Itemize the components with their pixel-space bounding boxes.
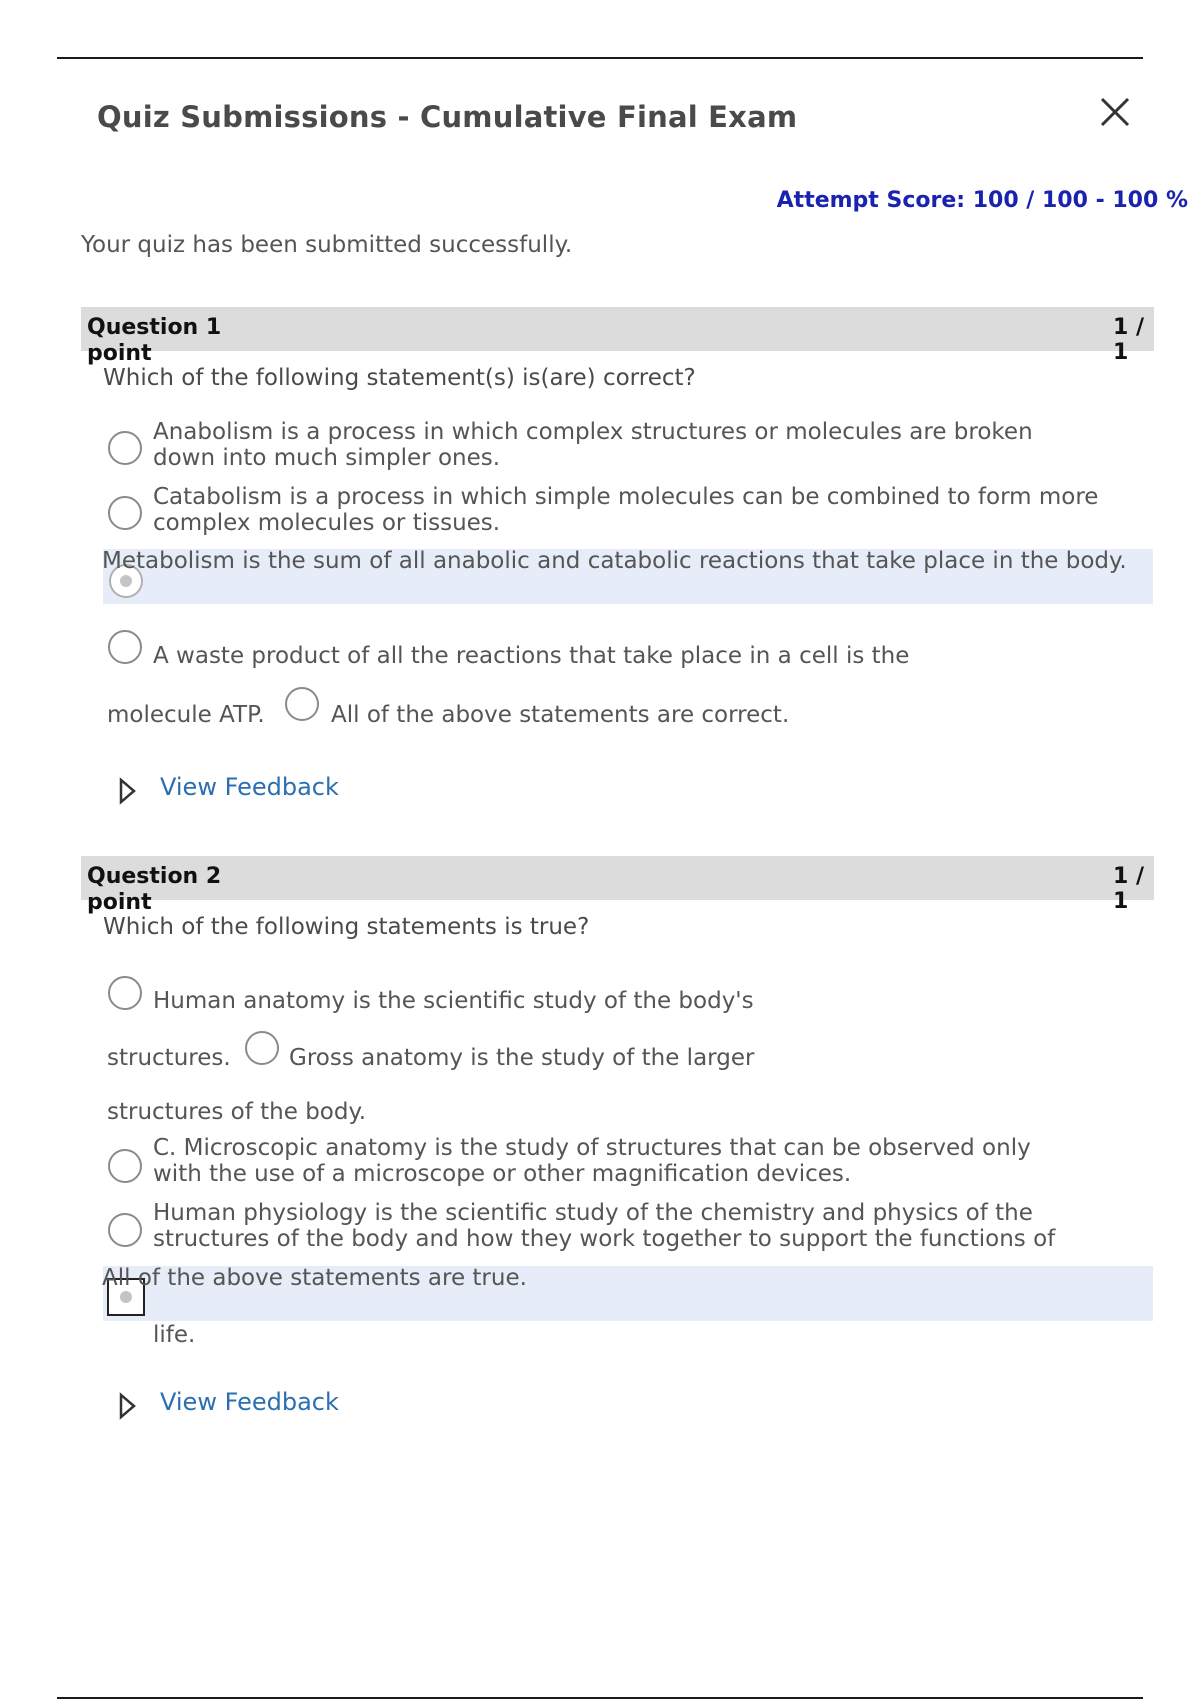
answer-radio[interactable] <box>245 1031 279 1065</box>
question-label: Question 1 <box>87 315 222 340</box>
answer-option: Metabolism is the sum of all anabolic and catabolic reactions that take place in the body. <box>102 548 1127 574</box>
answer-option-continued: structures. <box>107 1045 231 1071</box>
expand-triangle-icon <box>118 777 138 805</box>
bottom-divider <box>57 1697 1143 1699</box>
answer-radio[interactable] <box>108 976 142 1010</box>
submission-status: Your quiz has been submitted successfully. <box>81 232 573 258</box>
answer-option: C. Microscopic anatomy is the study of structures that can be observed only with the use of a microscope or other magnification devices. <box>153 1135 1031 1187</box>
answer-option: All of the above statements are correct. <box>331 702 790 728</box>
expand-triangle-icon <box>118 1392 138 1420</box>
answer-option: Catabolism is a process in which simple molecules can be combined to form more complex molecules or tissues. <box>153 484 1099 536</box>
answer-option: Gross anatomy is the study of the larger <box>289 1045 755 1071</box>
answer-radio[interactable] <box>108 431 142 465</box>
page-title: Quiz Submissions - Cumulative Final Exam <box>97 100 798 134</box>
answer-radio[interactable] <box>108 1149 142 1183</box>
answer-option-continued: molecule ATP. <box>107 702 265 728</box>
view-feedback-link[interactable]: View Feedback <box>160 1388 339 1416</box>
answer-radio[interactable] <box>108 1213 142 1247</box>
answer-option: All of the above statements are true. <box>102 1265 527 1291</box>
answer-radio[interactable] <box>108 496 142 530</box>
answer-option: Human anatomy is the scientific study of the body's <box>153 988 754 1014</box>
answer-option: A waste product of all the reactions that take place in a cell is the <box>153 643 910 669</box>
question-label-overflow: point <box>87 341 152 366</box>
question-header <box>81 307 1154 366</box>
answer-radio[interactable] <box>108 630 142 664</box>
question-prompt: Which of the following statements is true? <box>103 914 590 940</box>
view-feedback-link[interactable]: View Feedback <box>160 773 339 801</box>
answer-radio[interactable] <box>285 687 319 721</box>
attempt-score: Attempt Score: 100 / 100 - 100 % <box>776 188 1188 213</box>
top-divider <box>57 57 1143 59</box>
answer-option: Human physiology is the scientific study of the chemistry and physics of the structures of the body and how they work together to support the functions of <box>153 1200 1056 1252</box>
question-prompt: Which of the following statement(s) is(are) correct? <box>103 365 696 391</box>
answer-option-continued: structures of the body. <box>107 1099 367 1125</box>
question-label: Question 2 <box>87 864 222 889</box>
answer-option: Anabolism is a process in which complex structures or molecules are broken down into much simpler ones. <box>153 419 1033 471</box>
question-label-overflow: point <box>87 890 152 915</box>
question-score: 1 / 1 <box>1113 864 1145 914</box>
answer-option-continued: life. <box>153 1322 196 1348</box>
question-header <box>81 856 1154 915</box>
question-score: 1 / 1 <box>1113 315 1145 365</box>
close-icon[interactable] <box>1098 95 1132 129</box>
